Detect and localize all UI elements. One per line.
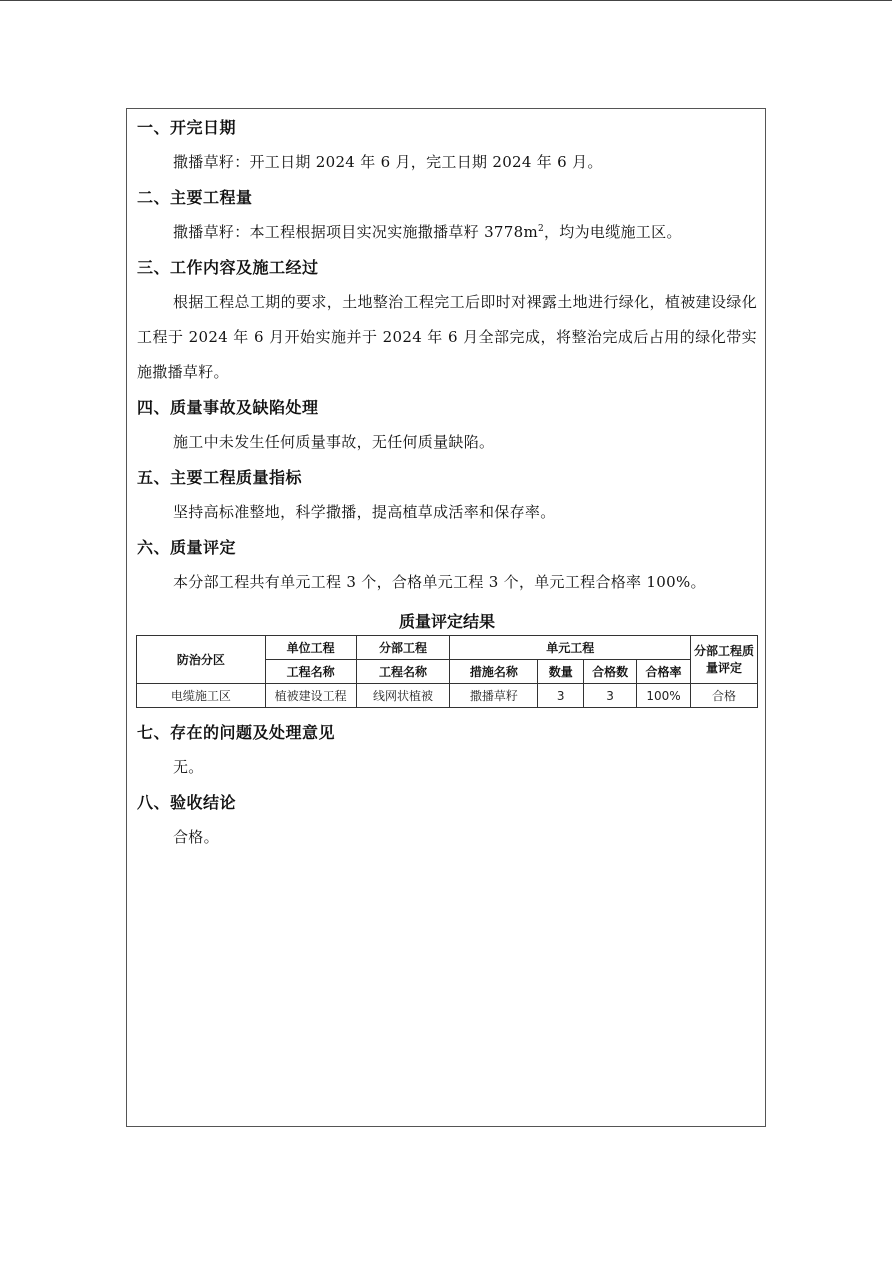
section-3-text: 根据工程总工期的要求，土地整治工程完工后即时对裸露土地进行绿化，植被建设绿化工程于 2024 年 6 月开始实施并于 2024 年 6 月全部完成，将整治完成后占用的绿化带实施撒播草籽。 — [137, 293, 757, 381]
section-2-heading: 二、主要工程量 — [137, 188, 253, 207]
header-zone: 防治分区 — [137, 636, 266, 684]
section-2-text-main: 撒播草籽：本工程根据项目实况实施撒播草籽 3778m — [173, 223, 538, 241]
section-5-text: 坚持高标准整地，科学撒播，提高植草成活率和保存率。 — [173, 503, 556, 521]
cell-measure-name: 撒播草籽 — [450, 684, 538, 708]
page-top-rule — [0, 0, 892, 1]
section-4-text: 施工中未发生任何质量事故，无任何质量缺陷。 — [173, 433, 495, 451]
header-count: 数量 — [538, 660, 584, 684]
section-8-heading: 八、验收结论 — [137, 793, 237, 812]
header-unit-project: 单位工程 — [265, 636, 356, 660]
quality-table — [136, 635, 758, 708]
section-7-text: 无。 — [173, 758, 204, 776]
section-2-text — [137, 215, 757, 250]
cell-sub-name: 线网状植被 — [356, 684, 450, 708]
cell-zone: 电缆施工区 — [137, 684, 266, 708]
section-1-heading: 一、开完日期 — [137, 118, 237, 137]
table-title: 质量评定结果 — [398, 612, 495, 631]
cell-qualified-rate: 100% — [637, 684, 691, 708]
cell-qualified-count: 3 — [584, 684, 637, 708]
section-5-heading: 五、主要工程质量指标 — [137, 468, 303, 487]
header-unit-name: 工程名称 — [265, 660, 356, 684]
header-measure-name: 措施名称 — [450, 660, 538, 684]
section-7-heading: 七、存在的问题及处理意见 — [137, 723, 336, 742]
section-3-heading: 三、工作内容及施工经过 — [137, 258, 319, 277]
header-sub-project: 分部工程 — [356, 636, 450, 660]
header-qualified-count: 合格数 — [584, 660, 637, 684]
table-row — [137, 684, 758, 708]
section-1-text: 撒播草籽：开工日期 2024 年 6 月，完工日期 2024 年 6 月。 — [173, 153, 603, 171]
header-element-project: 单元工程 — [450, 636, 691, 660]
section-2-superscript: 2 — [537, 224, 544, 234]
header-qualified-rate: 合格率 — [637, 660, 691, 684]
cell-unit-name: 植被建设工程 — [265, 684, 356, 708]
header-sub-quality: 分部工程质量评定 — [691, 636, 758, 684]
cell-sub-quality: 合格 — [691, 684, 758, 708]
section-6-text: 本分部工程共有单元工程 3 个，合格单元工程 3 个，单元工程合格率 100%。 — [173, 573, 706, 591]
section-8-text: 合格。 — [173, 828, 219, 846]
section-2-text-tail: ，均为电缆施工区。 — [544, 223, 682, 241]
header-sub-name: 工程名称 — [356, 660, 450, 684]
section-4-heading: 四、质量事故及缺陷处理 — [137, 398, 319, 417]
cell-count: 3 — [538, 684, 584, 708]
section-6-heading: 六、质量评定 — [137, 538, 237, 557]
report-frame — [126, 108, 766, 1127]
